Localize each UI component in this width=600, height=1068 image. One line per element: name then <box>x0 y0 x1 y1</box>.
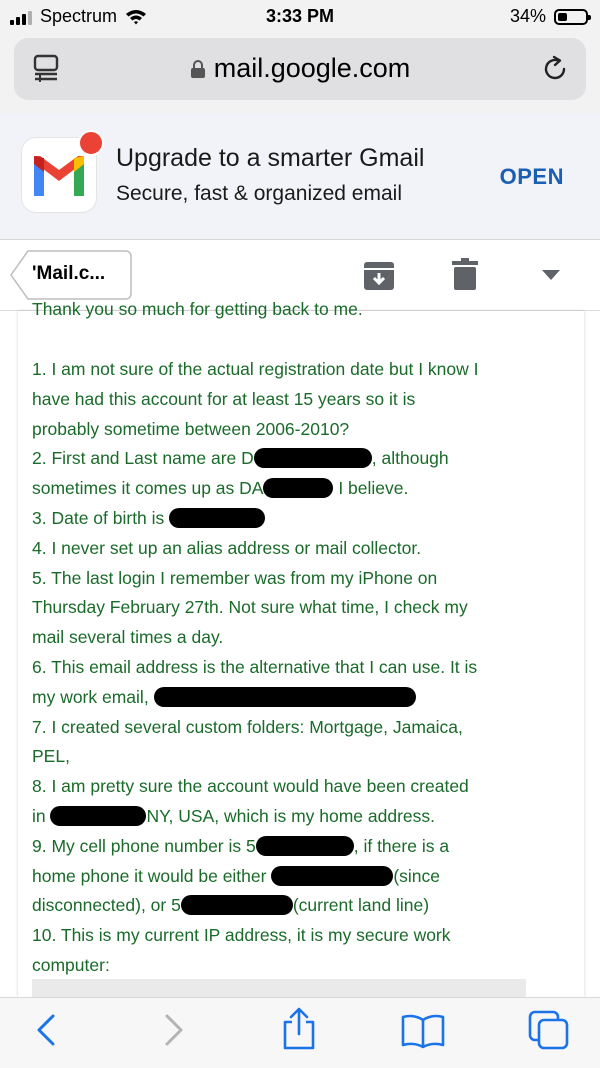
email-line: 7. I created several custom folders: Mortgage, Jamaica, <box>32 716 463 737</box>
redaction-mark <box>254 448 372 468</box>
email-line: 9. My cell phone number is 5 , if there is a <box>32 835 450 856</box>
redaction-mark <box>169 508 265 528</box>
redaction-mark <box>50 806 146 826</box>
trash-icon[interactable] <box>452 258 478 290</box>
email-line: have had this account for at least 15 years so it is <box>32 388 416 409</box>
redaction-mark <box>256 836 354 856</box>
app-install-banner <box>0 114 600 240</box>
back-icon[interactable] <box>34 1012 58 1048</box>
email-lines <box>32 355 572 981</box>
email-body <box>18 299 584 997</box>
battery-icon <box>554 9 588 25</box>
email-line-cut: Thank you so much for getting back to me. <box>32 299 363 319</box>
redaction-mark <box>271 866 393 886</box>
email-line: 2. First and Last name are D , although <box>32 448 449 469</box>
email-line: 1. I am not sure of the actual registration date but I know I <box>32 359 479 379</box>
email-line: 3. Date of birth is <box>32 504 572 534</box>
email-line: Thursday February 27th. Not sure what time, I check my <box>32 597 468 618</box>
email-line: computer: <box>32 954 110 975</box>
email-line: home phone it would be either (since <box>32 865 441 886</box>
banner-subtitle: Secure, fast & organized email <box>116 182 402 205</box>
browser-chrome <box>0 34 600 114</box>
address-bar[interactable] <box>14 38 586 100</box>
banner-title: Upgrade to a smarter Gmail <box>116 144 425 172</box>
carrier-label: Spectrum <box>40 6 118 26</box>
lock-icon <box>190 59 206 79</box>
url-text: mail.google.com <box>213 53 411 83</box>
archive-icon[interactable] <box>364 262 394 290</box>
chevron-down-icon[interactable] <box>540 268 562 282</box>
status-right <box>510 6 588 27</box>
email-line: 6. This email address is the alternative that I can use. It is <box>32 656 478 677</box>
email-line: sometimes it comes up as DA I believe. <box>32 478 409 499</box>
gmail-icon[interactable] <box>22 138 96 212</box>
email-line: mail several times a day. <box>32 627 224 648</box>
email-line: my work email, <box>32 683 572 713</box>
redaction-mark <box>154 687 416 707</box>
email-line: in NY, USA, which is my home address. <box>32 805 436 826</box>
bookmarks-icon[interactable] <box>400 1014 446 1048</box>
email-line: probably sometime between 2006-2010? <box>32 418 350 439</box>
status-bar <box>0 0 600 34</box>
tabs-icon[interactable] <box>528 1010 570 1050</box>
clock: 3:33 PM <box>265 6 335 26</box>
redaction-mark <box>181 895 293 915</box>
email-line: 8. I am pretty sure the account would have been created <box>32 776 469 797</box>
back-label: 'Mail.c... <box>32 263 106 284</box>
email-line: 4. I never set up an alias address or mail collector. <box>32 537 422 558</box>
email-line: PEL, <box>32 746 70 767</box>
forward-icon[interactable] <box>162 1012 186 1048</box>
open-app-button[interactable]: OPEN <box>499 164 564 189</box>
back-to-mail-button[interactable] <box>10 250 130 298</box>
battery-percent: 34% <box>509 6 546 26</box>
reload-icon[interactable] <box>540 54 570 84</box>
redaction-mark <box>263 478 333 498</box>
email-line: disconnected), or 5 (current land line) <box>32 895 430 916</box>
email-line: 10. This is my current IP address, it is my secure work <box>32 925 451 946</box>
notification-dot <box>78 130 104 156</box>
share-icon[interactable] <box>280 1006 318 1050</box>
url-display[interactable] <box>14 53 586 84</box>
email-line: 5. The last login I remember was from my iPhone on <box>32 567 438 588</box>
browser-bottom-bar <box>0 997 600 1068</box>
